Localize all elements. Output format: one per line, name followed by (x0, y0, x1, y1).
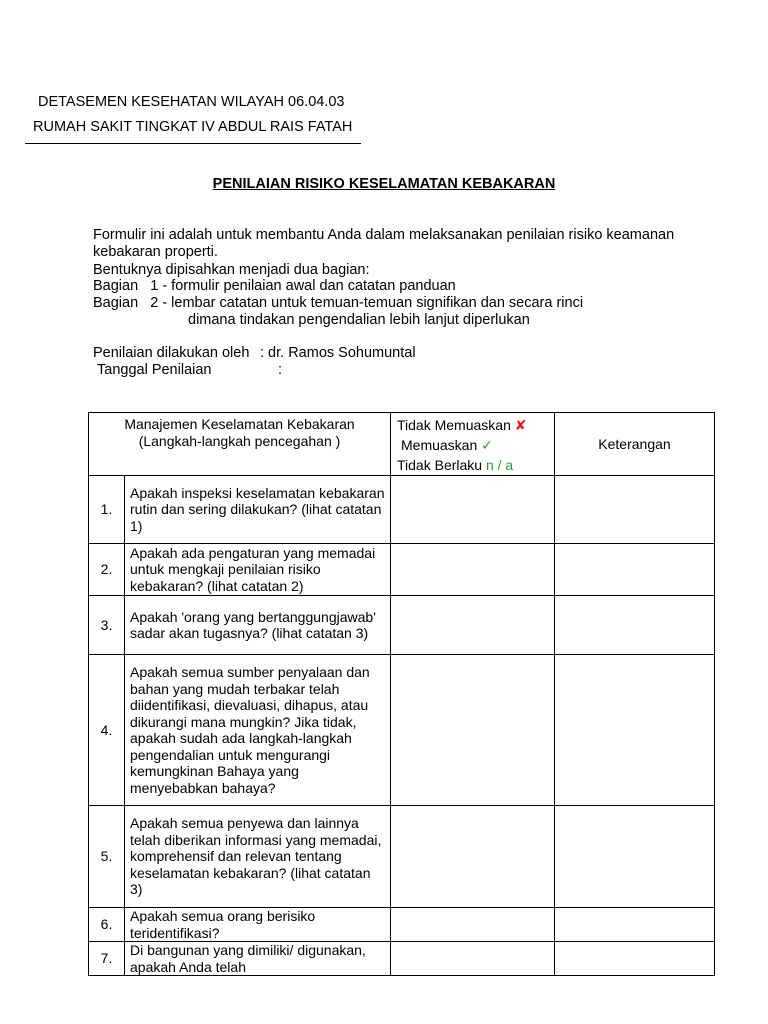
table-row (89, 476, 715, 544)
row-notes-cell[interactable] (555, 544, 715, 596)
table-row (89, 596, 715, 655)
assessment-table (88, 412, 715, 976)
row-question: Apakah inspeksi keselamatan kebakaran rutin dan sering dilakukan? (lihat catatan 1) (125, 476, 391, 544)
part-2-description: Bagian 2 - lembar catatan untuk temuan-temuan signifikan dan secara rinci (93, 295, 584, 311)
row-status-cell[interactable] (391, 806, 555, 908)
row-notes-cell[interactable] (555, 476, 715, 544)
status-unsatisfactory (397, 415, 554, 435)
status-na-label: Tidak Berlaku (397, 457, 483, 473)
column-header-notes: Keterangan (555, 413, 715, 476)
column-header-title: Manajemen Keselamatan Kebakaran (124, 416, 355, 432)
row-number: 5. (89, 806, 125, 908)
row-number: 3. (89, 596, 125, 655)
status-satisfactory (397, 435, 554, 455)
document-title: PENILAIAN RISIKO KESELAMATAN KEBAKARAN (212, 176, 556, 192)
table-row (89, 942, 715, 976)
row-number: 7. (89, 942, 125, 976)
check-icon: ✓ (481, 437, 493, 453)
header-line-1: DETASEMEN KESEHATAN WILAYAH 06.04.03 (38, 94, 345, 110)
row-notes-cell[interactable] (555, 806, 715, 908)
row-question: Apakah semua orang berisiko teridentifikasi? (125, 908, 391, 942)
header-line-2: RUMAH SAKIT TINGKAT IV ABDUL RAIS FATAH (33, 119, 353, 135)
intro-line-1: Formulir ini adalah untuk membantu Anda dalam melaksanakan penilaian risiko keamanan (93, 227, 675, 243)
row-number: 2. (89, 544, 125, 596)
row-number: 1. (89, 476, 125, 544)
status-satisfactory-label: Memuaskan (401, 437, 478, 453)
table-row (89, 806, 715, 908)
status-not-applicable (397, 455, 554, 475)
row-status-cell[interactable] (391, 596, 555, 655)
row-number: 6. (89, 908, 125, 942)
intro-line-3: Bentuknya dipisahkan menjadi dua bagian: (93, 262, 370, 278)
row-question: Di bangunan yang dimiliki/ digunakan, apakah Anda telah (125, 942, 391, 976)
column-header-management (89, 413, 391, 476)
row-number: 4. (89, 655, 125, 806)
row-status-cell[interactable] (391, 908, 555, 942)
table-row (89, 544, 715, 596)
table-row (89, 655, 715, 806)
table-header-row (89, 413, 715, 476)
row-question: Apakah semua penyewa dan lainnya telah diberikan informasi yang memadai, komprehensif dan relevan tentang keselamatan kebakaran? (lihat catatan 3) (125, 806, 391, 908)
column-header-status (391, 413, 555, 476)
column-header-subtitle: (Langkah-langkah pencegahan ) (138, 432, 341, 449)
assessment-date-label: Tanggal Penilaian (97, 362, 212, 378)
row-notes-cell[interactable] (555, 655, 715, 806)
intro-line-2: kebakaran properti. (93, 244, 218, 260)
row-status-cell[interactable] (391, 476, 555, 544)
part-1-description: Bagian 1 - formulir penilaian awal dan catatan panduan (93, 278, 456, 294)
row-status-cell[interactable] (391, 544, 555, 596)
assessed-by-value: : dr. Ramos Sohumuntal (260, 345, 416, 361)
assessed-by-label: Penilaian dilakukan oleh (93, 345, 250, 361)
row-notes-cell[interactable] (555, 942, 715, 976)
assessment-date-value: : (278, 362, 283, 378)
row-notes-cell[interactable] (555, 596, 715, 655)
status-na-mark: n / a (485, 457, 514, 473)
header-divider (25, 143, 361, 144)
row-notes-cell[interactable] (555, 908, 715, 942)
row-question: Apakah ada pengaturan yang memadai untuk mengkaji penilaian risiko kebakaran? (lihat catatan 2) (125, 544, 391, 596)
row-question: Apakah semua sumber penyalaan dan bahan yang mudah terbakar telah diidentifikasi, dievaluasi, dihapus, atau dikurangi mana mungkin? Jika tidak, apakah sudah ada langkah-langkah pengendalian untuk mengurangi kemungkinan Bahaya yang menyebabkan bahaya? (125, 655, 391, 806)
status-unsatisfactory-label: Tidak Memuaskan (397, 417, 511, 433)
row-question: Apakah 'orang yang bertanggungjawab' sadar akan tugasnya? (lihat catatan 3) (125, 596, 391, 655)
part-2-continuation: dimana tindakan pengendalian lebih lanjut diperlukan (188, 312, 530, 328)
row-status-cell[interactable] (391, 655, 555, 806)
table-row (89, 908, 715, 942)
row-status-cell[interactable] (391, 942, 555, 976)
cross-icon: ✘ (514, 417, 527, 433)
